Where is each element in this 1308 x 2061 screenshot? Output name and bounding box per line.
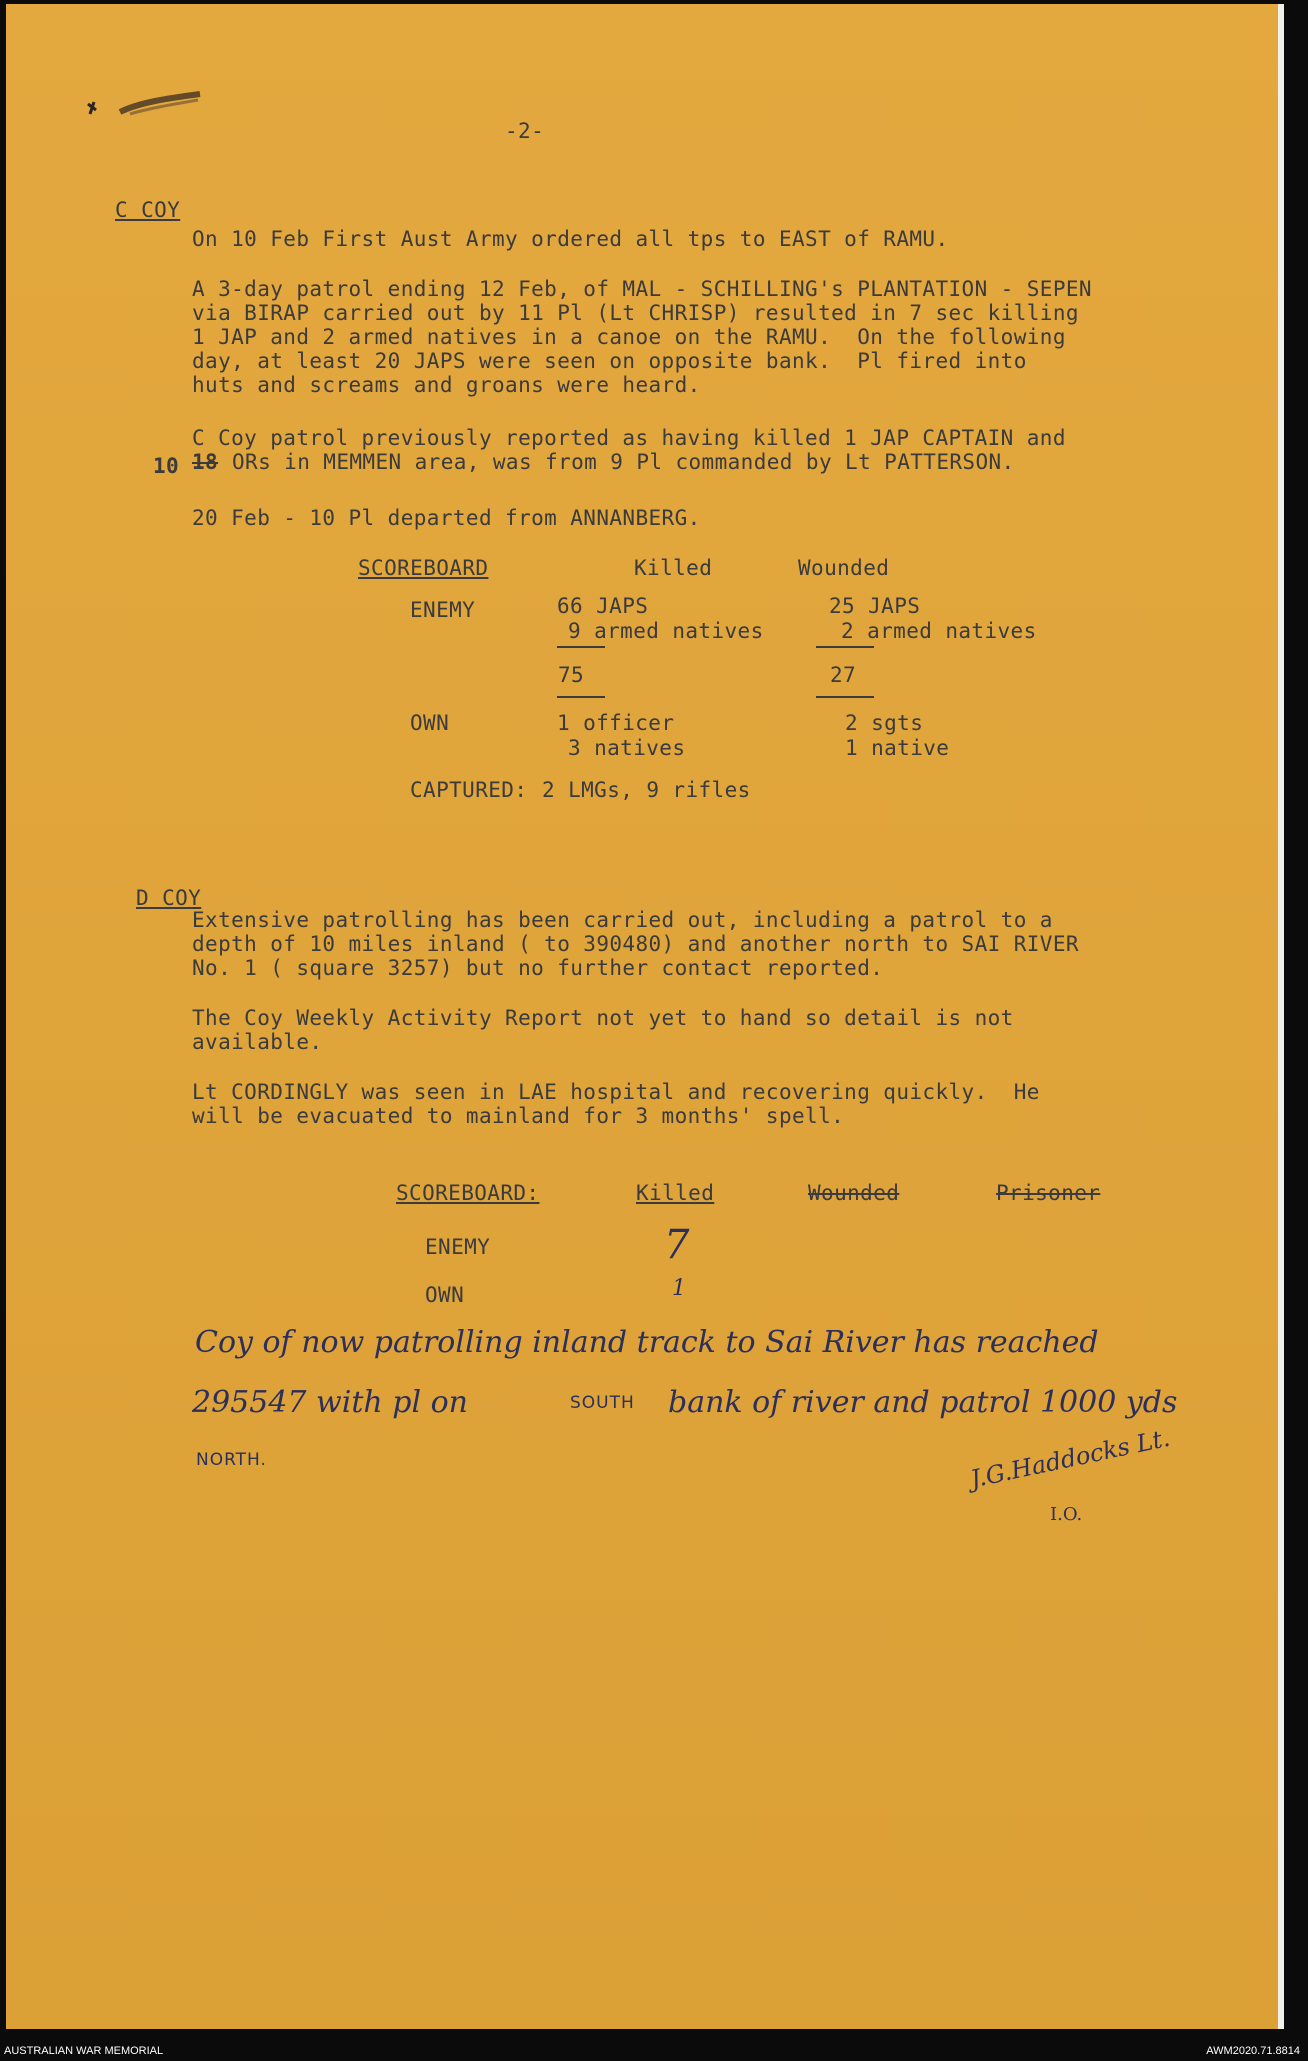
d-coy-para1-line: depth of 10 miles inland ( to 390480) and another north to SAI RIVER [192,932,1079,956]
signature-role: I.O. [1050,1504,1083,1525]
d-scoreboard-title: SCOREBOARD: [396,1181,540,1205]
d-own-killed: 1 [672,1276,686,1301]
c-col-killed: Killed [634,556,713,580]
d-coy-para3-line: will be evacuated to mainland for 3 months' spell. [192,1104,845,1128]
c-coy-para2-line: day, at least 20 JAPS were seen on opposite bank. Pl fired into [192,349,1027,373]
d-coy-para1-line: Extensive patrolling has been carried out, including a patrol to a [192,908,1053,932]
c-coy-para3-line: C Coy patrol previously reported as having killed 1 JAP CAPTAIN and [192,426,1066,450]
page-edge [1278,4,1284,2029]
c-coy-heading: C COY [115,198,181,222]
d-enemy-label: ENEMY [425,1235,491,1259]
c-total-killed: 75 [558,663,585,687]
c-coy-para2-line: A 3-day patrol ending 12 Feb, of MAL - SCHILLING's PLANTATION - SEPEN [192,277,1092,301]
c-col-wounded: Wounded [798,556,890,580]
c-coy-para2-line: via BIRAP carried out by 11 Pl (Lt CHRISP) resulted in 7 sec killing [192,301,1079,325]
c-total-wounded: 27 [830,663,857,687]
c-coy-para2-line: 1 JAP and 2 armed natives in a canoe on the RAMU. On the following [192,325,1066,349]
d-own-label: OWN [425,1283,465,1307]
c-own-killed-1: 1 officer [557,711,675,735]
d-coy-para3-line: Lt CORDINGLY was seen in LAE hospital and recovering quickly. He [192,1080,1040,1104]
c-killed-total-rule [557,696,605,698]
d-enemy-killed: 7 [664,1222,690,1268]
c-enemy-killed-2: 9 armed natives [568,619,764,643]
d-col-prisoner: Prisoner [996,1181,1101,1205]
footer-right: AWM2020.71.8814 [1206,2045,1300,2057]
c-enemy-wounded-1: 25 JAPS [829,594,921,618]
d-coy-para1-line: No. 1 ( square 3257) but no further contact reported. [192,956,884,980]
c-killed-rule [557,646,605,648]
c-coy-line-1: On 10 Feb First Aust Army ordered all tps to EAST of RAMU. [192,227,949,251]
d-coy-heading: D COY [136,886,202,910]
ink-smudge [80,82,210,132]
footer-left: AUSTRALIAN WAR MEMORIAL [4,2045,164,2057]
correction-new: 10 [153,454,180,478]
c-own-wounded-1: 2 sgts [845,711,924,735]
c-enemy-killed-1: 66 JAPS [557,594,649,618]
handwritten-line-2b: bank of river and patrol 1000 yds [668,1385,1178,1420]
c-captured-value: 2 LMGs, 9 rifles [542,778,751,802]
c-scoreboard-title: SCOREBOARD [358,556,489,580]
d-col-wounded: Wounded [808,1181,900,1205]
c-enemy-label: ENEMY [410,598,476,622]
d-col-killed: Killed [636,1181,715,1205]
c-coy-para3-line: ORs in MEMMEN area, was from 9 Pl commanded by Lt PATTERSON. [232,450,1015,474]
correction-old: 18 [192,450,219,474]
handwritten-line-2a: 295547 with pl on [192,1385,468,1420]
c-own-label: OWN [410,711,450,735]
c-own-killed-2: 3 natives [568,736,686,760]
d-coy-para2-line: available. [192,1030,323,1054]
d-coy-para2-line: The Coy Weekly Activity Report not yet to hand so detail is not [192,1006,1014,1030]
c-wounded-rule [816,646,874,648]
handwritten-line-3: NORTH. [196,1450,267,1470]
c-enemy-wounded-2: 2 armed natives [841,619,1037,643]
page-number: -2- [505,119,545,143]
c-coy-para2-line: huts and screams and groans were heard. [192,373,701,397]
signature: J.G.Haddocks Lt. [968,1423,1173,1494]
handwritten-line-1: Coy of now patrolling inland track to Sai River has reached [195,1325,1099,1360]
c-own-wounded-2: 1 native [845,736,950,760]
c-captured-label: CAPTURED: [410,778,528,802]
c-wounded-total-rule [816,696,874,698]
c-coy-line-4: 20 Feb - 10 Pl departed from ANNANBERG. [192,506,701,530]
handwritten-line-2-caps: SOUTH [570,1393,635,1413]
